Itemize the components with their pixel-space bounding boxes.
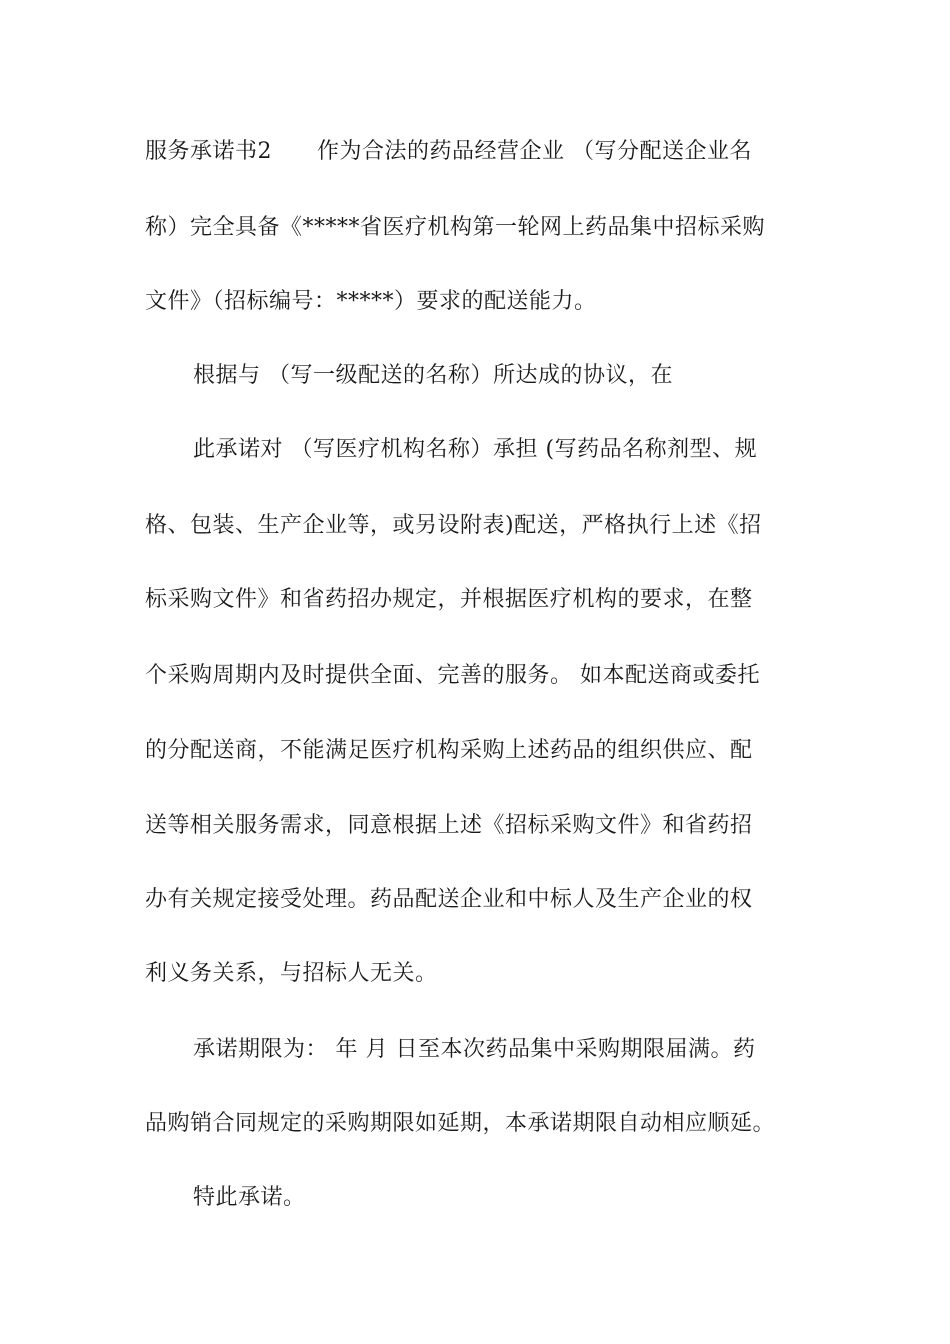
paragraph-line: 文件》（招标编号：*****）要求的配送能力。 [145,289,597,314]
paragraph-line: 根据与 （写一级配送的名称）所达成的协议，在 [193,363,673,388]
paragraph-line: 此承诺对 （写医疗机构名称）承担 (写药品名称剂型、规 [193,437,758,462]
paragraph-line: 格、包装、生产企业等，或另设附表)配送，严格执行上述《招 [145,513,762,538]
paragraph-line: 送等相关服务需求，同意根据上述《招标采购文件》和省药招 [145,813,753,838]
paragraph-line: 的分配送商，不能满足医疗机构采购上述药品的组织供应、配 [145,738,753,763]
paragraph-line: 利义务关系，与招标人无关。 [145,961,438,986]
paragraph-line: 品购销合同规定的采购期限如延期，本承诺期限自动相应顺延。 [145,1111,776,1136]
paragraph-line: 特此承诺。 [193,1185,306,1210]
paragraph-line: 承诺期限为： 年 月 日至本次药品集中采购期限届满。药 [193,1037,756,1062]
paragraph-line: 办有关规定接受处理。药品配送企业和中标人及生产企业的权 [145,887,753,912]
paragraph-line: 称）完全具备《*****省医疗机构第一轮网上药品集中招标采购 [145,215,766,240]
paragraph-line: 标采购文件》和省药招办规定，并根据医疗机构的要求，在整 [145,587,753,612]
paragraph-line: 个采购周期内及时提供全面、完善的服务。 如本配送商或委托 [145,663,760,688]
paragraph-line: 服务承诺书2 作为合法的药品经营企业 （写分配送企业名 [145,139,752,164]
